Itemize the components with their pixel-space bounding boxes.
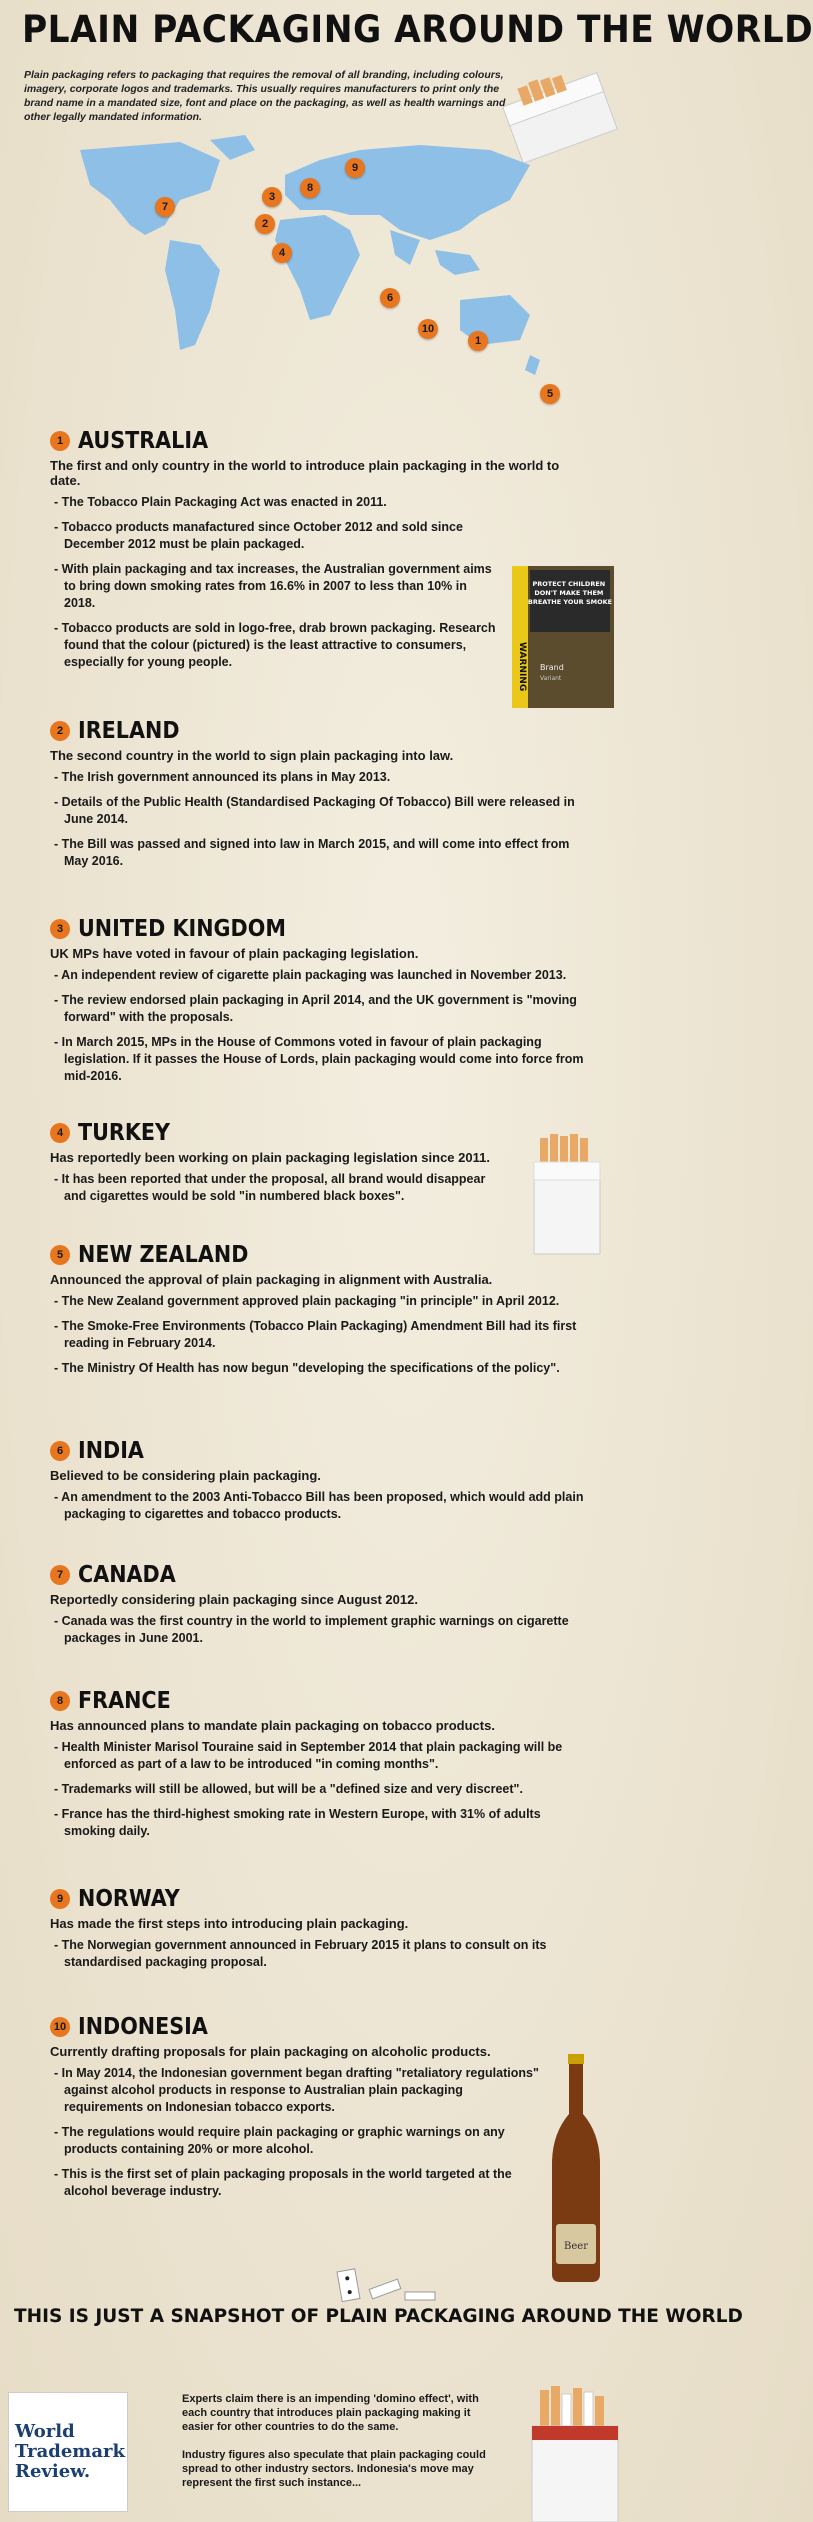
section-title: NEW ZEALAND xyxy=(78,1242,249,1268)
section-lead: Believed to be considering plain packaging. xyxy=(50,1468,321,1483)
bullet-item: - The Smoke-Free Environments (Tobacco Plain Packaging) Amendment Bill had its first reading in February 2014. xyxy=(50,1318,590,1352)
section-lead: Has announced plans to mandate plain packaging on tobacco products. xyxy=(50,1718,495,1733)
map-pin-9: 9 xyxy=(345,158,365,178)
section-number: 7 xyxy=(50,1565,70,1585)
section-indonesia xyxy=(50,2012,590,2208)
section-header xyxy=(50,1240,590,1270)
map-pin-8: 8 xyxy=(300,178,320,198)
section-title: NORWAY xyxy=(78,1886,180,1912)
bullet-item: - The New Zealand government approved plain packaging "in principle" in April 2012. xyxy=(50,1293,590,1310)
map-pin-7: 7 xyxy=(155,197,175,217)
footer-paragraph: Industry figures also speculate that plain packaging could spread to other industry sectors. Indonesia's move may represent the first such instance... xyxy=(182,2449,486,2489)
world-trademark-review-logo xyxy=(8,2392,128,2512)
footer-text xyxy=(182,2392,502,2504)
bullet-item: - The Bill was passed and signed into law in March 2015, and will come into effect from May 2016. xyxy=(50,836,590,870)
section-lead: UK MPs have voted in favour of plain packaging legislation. xyxy=(50,946,419,961)
section-number: 2 xyxy=(50,721,70,741)
white-pack-image xyxy=(528,1128,608,1258)
pack-variant: Variant xyxy=(540,675,562,682)
footer-paragraph: Experts claim there is an impending 'domino effect', with each country that introduces plain packaging making it easier for other countries to do the same. xyxy=(182,2393,479,2433)
section-header xyxy=(50,1686,590,1716)
bullet-item: - The Ministry Of Health has now begun "developing the specifications of the policy". xyxy=(50,1360,590,1377)
plain-pack-image xyxy=(508,562,618,712)
section-new-zealand xyxy=(50,1240,590,1385)
bullet-item: - Tobacco products are sold in logo-free, drab brown packaging. Research found that the colour (pictured) is the least attractive to consumers, especially for young people. xyxy=(50,620,500,671)
map-pin-4: 4 xyxy=(272,243,292,263)
map-pin-5: 5 xyxy=(540,384,560,404)
bullet-item: - The regulations would require plain packaging or graphic warnings on any products containing 20% or more alcohol. xyxy=(50,2124,545,2158)
bullet-item: - In March 2015, MPs in the House of Commons voted in favour of plain packaging legislation. If it passes the House of Lords, plain packaging would come into force from mid-2016. xyxy=(50,1034,610,1085)
section-header xyxy=(50,1118,590,1148)
bullet-item: - Trademarks will still be allowed, but will be a "defined size and very discreet". xyxy=(50,1781,590,1798)
logo-line: Review. xyxy=(15,2461,91,2482)
bullet-item: - An amendment to the 2003 Anti-Tobacco Bill has been proposed, which would add plain packaging to cigarettes and tobacco products. xyxy=(50,1489,590,1523)
map-pin-10: 10 xyxy=(418,319,438,339)
section-title: INDONESIA xyxy=(78,2014,208,2040)
section-ireland xyxy=(50,716,590,878)
map-pin-1: 1 xyxy=(468,331,488,351)
section-title: AUSTRALIA xyxy=(78,428,209,454)
logo-line: World xyxy=(15,2421,75,2442)
bullet-item: - This is the first set of plain packaging proposals in the world targeted at the alcohol beverage industry. xyxy=(50,2166,545,2200)
bullet-item: - The Tobacco Plain Packaging Act was enacted in 2011. xyxy=(50,494,500,511)
bullet-item: - Details of the Public Health (Standardised Packaging Of Tobacco) Bill were released in June 2014. xyxy=(50,794,590,828)
bullet-item: - Health Minister Marisol Touraine said in September 2014 that plain packaging will be enforced as part of a law to be introduced "in coming months". xyxy=(50,1739,590,1773)
section-title: CANADA xyxy=(78,1562,176,1588)
section-title: IRELAND xyxy=(78,718,180,744)
section-lead: The second country in the world to sign plain packaging into law. xyxy=(50,748,454,763)
section-title: INDIA xyxy=(78,1438,144,1464)
bullet-item: - With plain packaging and tax increases, the Australian government aims to bring down smoking rates from 16.6% in 2007 to less than 10% in 2018. xyxy=(50,561,500,612)
section-title: FRANCE xyxy=(78,1688,171,1714)
section-number: 5 xyxy=(50,1245,70,1265)
bullet-item: - The review endorsed plain packaging in April 2014, and the UK government is "moving forward" with the proposals. xyxy=(50,992,610,1026)
bullet-item: - France has the third-highest smoking rate in Western Europe, with 31% of adults smoking daily. xyxy=(50,1806,590,1840)
pack-brand: Brand xyxy=(540,663,564,672)
bullet-item: - Canada was the first country in the world to implement graphic warnings on cigarette packages in June 2001. xyxy=(50,1613,590,1647)
snapshot-heading: THIS IS JUST A SNAPSHOT OF PLAIN PACKAGING AROUND THE WORLD xyxy=(14,2306,743,2327)
section-turkey xyxy=(50,1118,590,1213)
section-header xyxy=(50,1884,590,1914)
section-header xyxy=(50,426,590,456)
section-header xyxy=(50,1436,590,1466)
section-united-kingdom xyxy=(50,914,590,1093)
beer-bottle-image xyxy=(548,2054,604,2284)
section-number: 4 xyxy=(50,1123,70,1143)
page-title: PLAIN PACKAGING AROUND THE WORLD xyxy=(22,8,813,51)
section-lead: Announced the approval of plain packaging in alignment with Australia. xyxy=(50,1272,493,1287)
section-lead: The first and only country in the world to introduce plain packaging in the world to date. xyxy=(50,458,560,488)
bullet-item: - The Irish government announced its plans in May 2013. xyxy=(50,769,590,786)
bullet-item: - An independent review of cigarette plain packaging was launched in November 2013. xyxy=(50,967,610,984)
section-title: UNITED KINGDOM xyxy=(78,916,286,942)
section-header xyxy=(50,914,590,944)
section-number: 6 xyxy=(50,1441,70,1461)
map-pin-6: 6 xyxy=(380,288,400,308)
section-lead: Has reportedly been working on plain packaging legislation since 2011. xyxy=(50,1150,490,1165)
logo-line: Trademark xyxy=(15,2441,125,2462)
bullet-item: - It has been reported that under the proposal, all brand would disappear and cigarettes would be sold "in numbered black boxes". xyxy=(50,1171,510,1205)
intro-text: Plain packaging refers to packaging that requires the removal of all branding, including colours, imagery, corporate logos and trademarks. This usually requires manufacturers to print only the brand name in a mandated size, font and place on the packaging, as well as health warnings and other legally mandated information. xyxy=(24,69,506,123)
bullet-item: - In May 2014, the Indonesian government began drafting "retaliatory regulations" against alcohol products in response to Australian plain packaging requirements on Indonesian tobacco exports. xyxy=(50,2065,545,2116)
cigarette-pack-bottom-image xyxy=(520,2386,630,2522)
map-pin-2: 2 xyxy=(255,214,275,234)
section-lead: Reportedly considering plain packaging since August 2012. xyxy=(50,1592,418,1607)
section-number: 3 xyxy=(50,919,70,939)
section-number: 8 xyxy=(50,1691,70,1711)
map-pin-3: 3 xyxy=(262,187,282,207)
section-france xyxy=(50,1686,590,1848)
section-title: TURKEY xyxy=(78,1120,171,1146)
section-header xyxy=(50,2012,590,2042)
section-number: 1 xyxy=(50,431,70,451)
section-header xyxy=(50,1560,590,1590)
bullet-item: - The Norwegian government announced in February 2015 it plans to consult on its standardised packaging proposal. xyxy=(50,1937,590,1971)
section-india xyxy=(50,1436,590,1531)
bullet-item: - Tobacco products manafactured since October 2012 and sold since December 2012 must be plain packaged. xyxy=(50,519,500,553)
pack-warning-side: WARNING xyxy=(517,642,527,692)
section-number: 10 xyxy=(50,2017,70,2037)
section-header xyxy=(50,716,590,746)
section-norway xyxy=(50,1884,590,1979)
world-map xyxy=(60,130,580,420)
domino-image xyxy=(330,2268,440,2302)
section-lead: Has made the first steps into introducing plain packaging. xyxy=(50,1916,409,1931)
bottle-label: Beer xyxy=(564,2241,588,2252)
section-number: 9 xyxy=(50,1889,70,1909)
section-canada xyxy=(50,1560,590,1655)
section-lead: Currently drafting proposals for plain packaging on alcoholic products. xyxy=(50,2044,491,2059)
pack-warning-text: PROTECT CHILDREN DON'T MAKE THEM BREATHE YOUR SMOKE xyxy=(527,580,613,606)
